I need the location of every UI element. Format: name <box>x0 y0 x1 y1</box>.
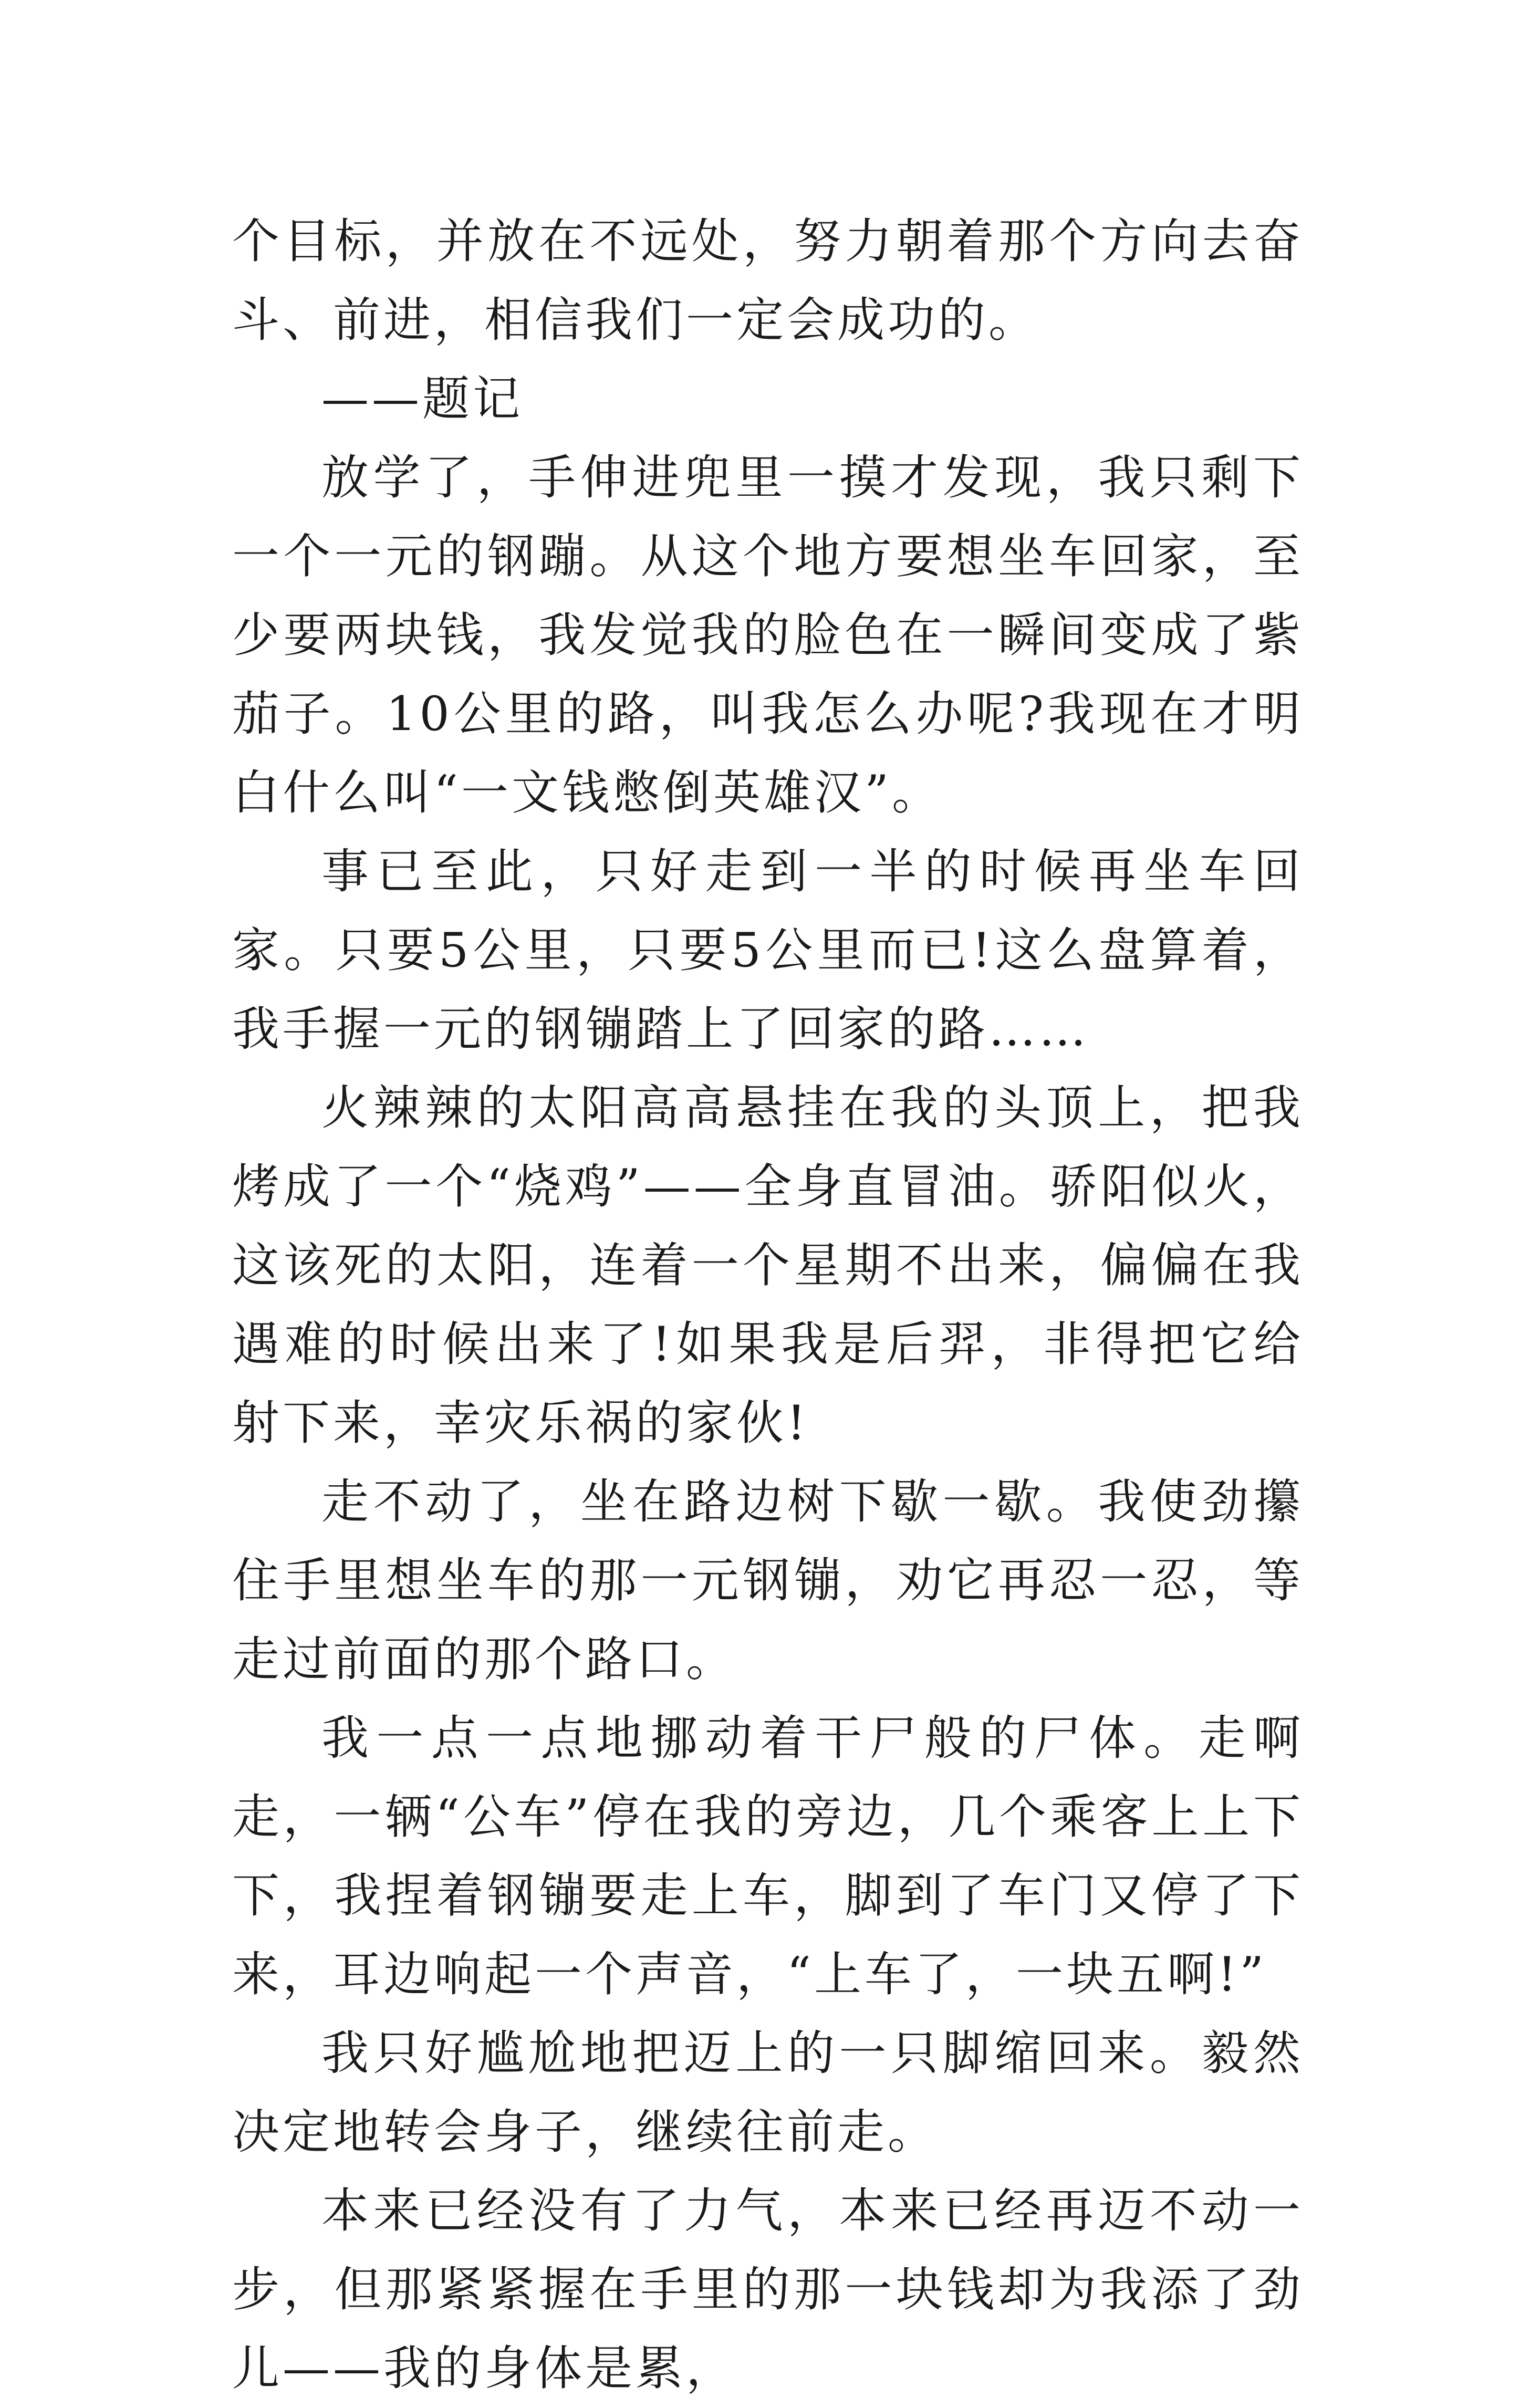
document-body <box>232 202 1304 2408</box>
paragraph: 火辣辣的太阳高高悬挂在我的头顶上，把我烤成了一个“烧鸡”——全身直冒油。骄阳似火，这该死的太阳，连着一个星期不出来，偏偏在我遇难的时候出来了!如果我是后羿，非得把它给射下来，幸灾乐祸的家伙! <box>232 1080 1304 1451</box>
epigraph-attribution: ——题记 <box>321 371 523 426</box>
paragraph: 本来已经没有了力气，本来已经再迈不动一步，但那紧紧握在手里的那一块钱却为我添了劲儿——我的身体是累， <box>232 2183 1304 2396</box>
paragraph: 我一点一点地挪动着干尸般的尸体。走啊走，一辆“公车”停在我的旁边，几个乘客上上下下，我捏着钢镚要走上车，脚到了车门又停了下来，耳边响起一个声音，“上车了，一块五啊!” <box>232 1711 1304 2002</box>
paragraph: 放学了，手伸进兜里一摸才发现，我只剩下一个一元的钢蹦。从这个地方要想坐车回家，至少要两块钱，我发觉我的脸色在一瞬间变成了紫茄子。10公里的路，叫我怎么办呢?我现在才明白什么叫“一文钱憋倒英雄汉”。 <box>232 450 1304 820</box>
paragraph: 我只好尴尬地把迈上的一只脚缩回来。毅然决定地转会身子，继续往前走。 <box>232 2026 1304 2160</box>
paragraph: 走不动了，坐在路边树下歇一歇。我使劲攥住手里想坐车的那一元钢镚，劝它再忍一忍，等走过前面的那个路口。 <box>232 1474 1304 1687</box>
paragraph: 事已至此，只好走到一半的时候再坐车回家。只要5公里，只要5公里而已!这么盘算着，我手握一元的钢镚踏上了回家的路…… <box>232 844 1304 1057</box>
paragraph-continuation: 个目标，并放在不远处，努力朝着那个方向去奋斗、前进，相信我们一定会成功的。 <box>232 214 1304 348</box>
